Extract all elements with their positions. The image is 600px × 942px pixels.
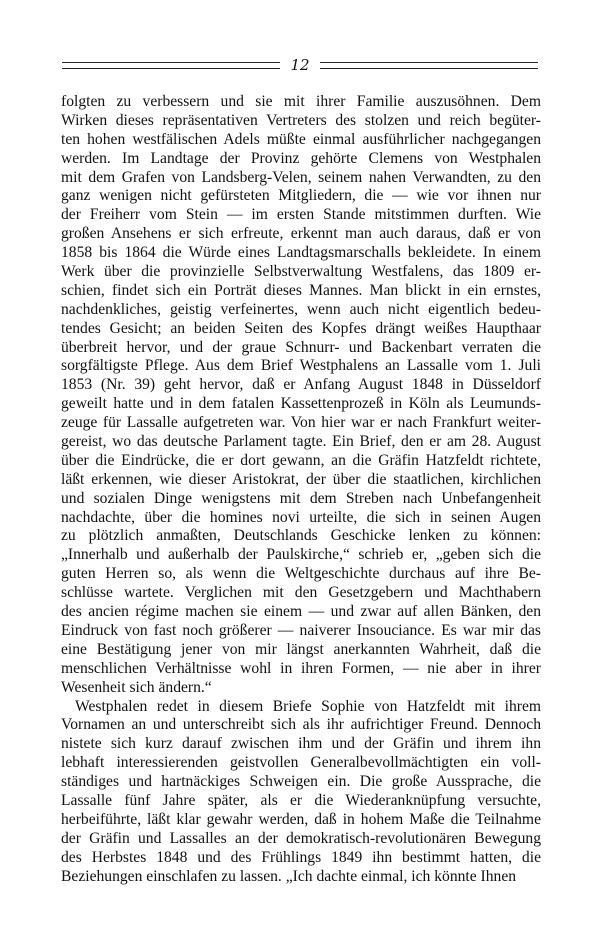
- text-line: Beziehungen einschlafen zu lassen. „Ich dachte einmal, ich könnte Ihnen: [61, 867, 517, 885]
- text-line: ten hohen westfälischen Adels müßte einmal ausführlicher nachgegangen: [61, 130, 541, 148]
- text-line: sorgfältigste Pflege. Aus dem Brief Westphalens an Lassalle vom 1. Juli: [61, 357, 541, 375]
- text-line: lebhaft interessierenden geistvollen Generalbevollmächtigten ein voll-: [61, 754, 541, 772]
- text-line: nachdenkliches, geistig verfeinertes, wenn auch nicht eigentlich bedeu-: [61, 300, 541, 318]
- text-line: schien, findet sich ein Porträt dieses Mannes. Man blickt in ein ernstes,: [61, 281, 541, 299]
- text-line: guten Herren so, als wenn die Weltgeschichte durchaus auf ihre Be-: [61, 565, 541, 583]
- header-rule-right: [320, 62, 538, 69]
- text-line: „Innerhalb und außerhalb der Paulskirche,“ schrieb er, „geben sich die: [61, 546, 541, 564]
- text-line: schlüsse wartete. Verglichen mit den Gesetzgebern und Machthabern: [61, 584, 541, 602]
- text-line: folgten zu verbessern und sie mit ihrer Familie auszusöhnen. Dem: [61, 93, 541, 110]
- text-line: herbeiführte, läßt klar gewahr werden, daß in hohem Maße die Teilnahme: [61, 810, 541, 828]
- paragraphs: [61, 93, 541, 886]
- text-line: Vornamen an und unterschreibt sich als ihr aufrichtiger Freund. Dennoch: [61, 716, 541, 734]
- text-line: eine Bestätigung jener von mir längst anerkannten Wahrheit, daß die: [61, 640, 541, 658]
- text-line: des Herbstes 1848 und des Frühlings 1849 ihn bestimmt hatten, die: [61, 848, 541, 866]
- text-line: Lassalle fünf Jahre später, als er die Wiederanknüpfung versuchte,: [61, 791, 541, 809]
- text-line: 1853 (Nr. 39) geht hervor, daß er Anfang August 1848 in Düsseldorf: [61, 376, 541, 394]
- text-line: zeuge für Lassalle aufgetreten war. Von hier war er nach Frankfurt weiter-: [61, 414, 541, 432]
- text-line: nistete sich kurz darauf zwischen ihm und der Gräfin und ihrem ihn: [61, 735, 541, 753]
- page-number: 12: [290, 55, 310, 74]
- text-line: gereist, wo das deutsche Parlament tagte. Ein Brief, den er am 28. August: [61, 433, 541, 451]
- text-line: mit dem Grafen von Landsberg-Velen, seinem nahen Verwandten, zu den: [61, 168, 541, 186]
- text-line: läßt erkennen, wie dieser Aristokrat, der über die staatlichen, kirchlichen: [61, 470, 541, 488]
- text-line: über die Eindrücke, die er dort gewann, an die Gräfin Hatzfeldt richtete,: [61, 451, 541, 469]
- text-line: nachdachte, über die homines novi urteilte, die sich in seinen Augen: [61, 508, 541, 526]
- text-line: großen Ansehens er sich erfreute, erkennt man auch daraus, daß er von: [61, 225, 541, 243]
- text-line: Eindruck von fast noch größerer — naiverer Insouciance. Es war mir das: [61, 621, 541, 639]
- body-text: [61, 93, 541, 886]
- text-line: 1858 bis 1864 die Würde eines Landtagsmarschalls bekleidete. In einem: [61, 244, 541, 262]
- paragraph: [61, 698, 541, 887]
- text-line: geweilt hatte und in dem fatalen Kassettenprozeß in Köln als Leumunds-: [61, 395, 541, 413]
- text-line: Westphalen redet in diesem Briefe Sophie von Hatzfeldt mit ihrem: [75, 697, 541, 715]
- text-line: überbreit hervor, und der graue Schnurr- und Backenbart verraten die: [61, 338, 541, 356]
- text-line: der Freiherr vom Stein — im ersten Stande mitstimmen durften. Wie: [61, 206, 541, 224]
- text-line: Wirken dieses repräsentativen Vertreters des stolzen und reich begüter-: [61, 111, 541, 129]
- header-rule-left: [62, 62, 280, 69]
- running-header: [62, 54, 538, 76]
- text-line: und sozialen Dinge wenigstens mit dem Streben nach Unbefangenheit: [61, 489, 541, 507]
- text-line: ständiges und hartnäckiges Schweigen ein. Die große Aussprache, die: [61, 773, 541, 791]
- text-line: der Gräfin und Lassalles an der demokratisch-revolutionären Bewegung: [61, 829, 541, 847]
- text-line: menschlichen Verhältnisse wohl in ihren Formen, — nie aber in ihrer: [61, 659, 541, 677]
- paragraph: [61, 93, 541, 698]
- text-line: Wesenheit sich ändern.“: [61, 678, 212, 696]
- text-line: ganz wenigen nicht gefürsteten Mitgliedern, die — wie vor ihnen nur: [61, 187, 541, 205]
- text-line: tendes Gesicht; an beiden Seiten des Kopfes drängt weißes Haupthaar: [61, 319, 541, 337]
- text-line: des ancien régime machen sie einem — und zwar auf allen Bänken, den: [61, 603, 541, 621]
- text-line: zu plötzlich anmaßten, Deutschlands Geschicke lenken zu können:: [61, 527, 541, 545]
- text-line: Werk über die provinzielle Selbstverwaltung Westfalens, das 1809 er-: [61, 263, 541, 281]
- text-line: werden. Im Landtage der Provinz gehörte Clemens von Westphalen: [61, 149, 541, 167]
